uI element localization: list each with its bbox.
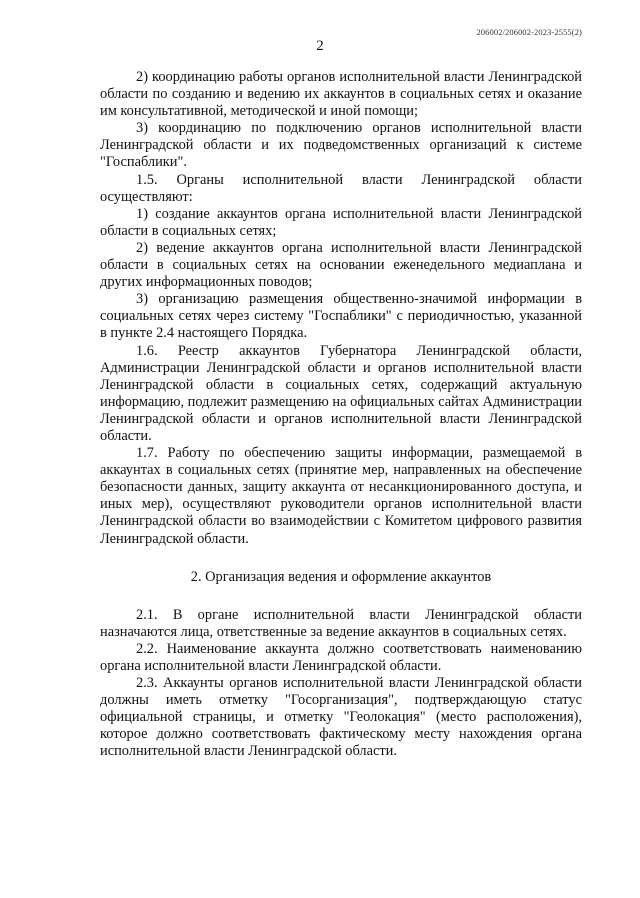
- paragraph-1-5-item-3: 3) организацию размещения общественно-значимой информации в социальных сетях через систему "Госпаблики" с периодичностью, указанной в пункте 2.4 настоящего Порядка.: [100, 291, 582, 342]
- document-code: 206002/206002-2023-2555(2): [476, 27, 582, 37]
- page-number: 2: [316, 38, 324, 54]
- paragraph-1-5-item-1: 1) создание аккаунтов органа исполнительной власти Ленинградской области в социальных сетях;: [100, 205, 582, 239]
- paragraph-2-1: 2.1. В органе исполнительной власти Ленинградской области назначаются лица, ответственные за ведение аккаунтов в социальных сетях.: [100, 606, 582, 640]
- section-heading: 2. Организация ведения и оформление аккаунтов: [190, 568, 492, 585]
- paragraph-2-3: 2.3. Аккаунты органов исполнительной власти Ленинградской области должны иметь отметку "Госорганизация", подтверждающую статус официальной страницы, и отметку "Геолокация" (место расположения), которое должно соответствовать фактическому месту нахождения органа исполнительной власти Ленинградской области.: [100, 675, 582, 760]
- paragraph-1-5: 1.5. Органы исполнительной власти Ленинградской области осуществляют:: [100, 171, 582, 205]
- paragraph-2-2: 2.2. Наименование аккаунта должно соответствовать наименованию органа исполнительной власти Ленинградской области.: [100, 640, 582, 674]
- paragraph-1-6: 1.6. Реестр аккаунтов Губернатора Ленинградской области, Администрации Ленинградской области и органов исполнительной власти Ленинградской области в социальных сетях, содержащий актуальную информацию, подлежит размещению на официальных сайтах Администрации Ленинградской области и органов исполнительной власти Ленинградской области.: [100, 342, 582, 444]
- paragraph-coordination-accounts: 2) координацию работы органов исполнительной власти Ленинградской области по созданию и ведению их аккаунтов в социальных сетях и оказание им консультативной, методической и иной помощи;: [100, 69, 582, 120]
- document-body: [100, 69, 582, 761]
- paragraph-1-5-item-2: 2) ведение аккаунтов органа исполнительной власти Ленинградской области в социальных сетях на основании еженедельного медиаплана и других информационных поводов;: [100, 239, 582, 291]
- paragraph-coordination-gospabliki: 3) координацию по подключению органов исполнительной власти Ленинградской области и их подведомственных организаций к системе "Госпаблики".: [100, 120, 582, 171]
- paragraph-1-7: 1.7. Работу по обеспечению защиты информации, размещаемой в аккаунтах в социальных сетях (принятие мер, направленных на обеспечение безопасности данных, защиту аккаунта от несанкционированного доступа, и иных мер), осуществляют руководители органов исполнительной власти Ленинградской области во взаимодействии с Комитетом цифрового развития Ленинградской области.: [100, 445, 582, 547]
